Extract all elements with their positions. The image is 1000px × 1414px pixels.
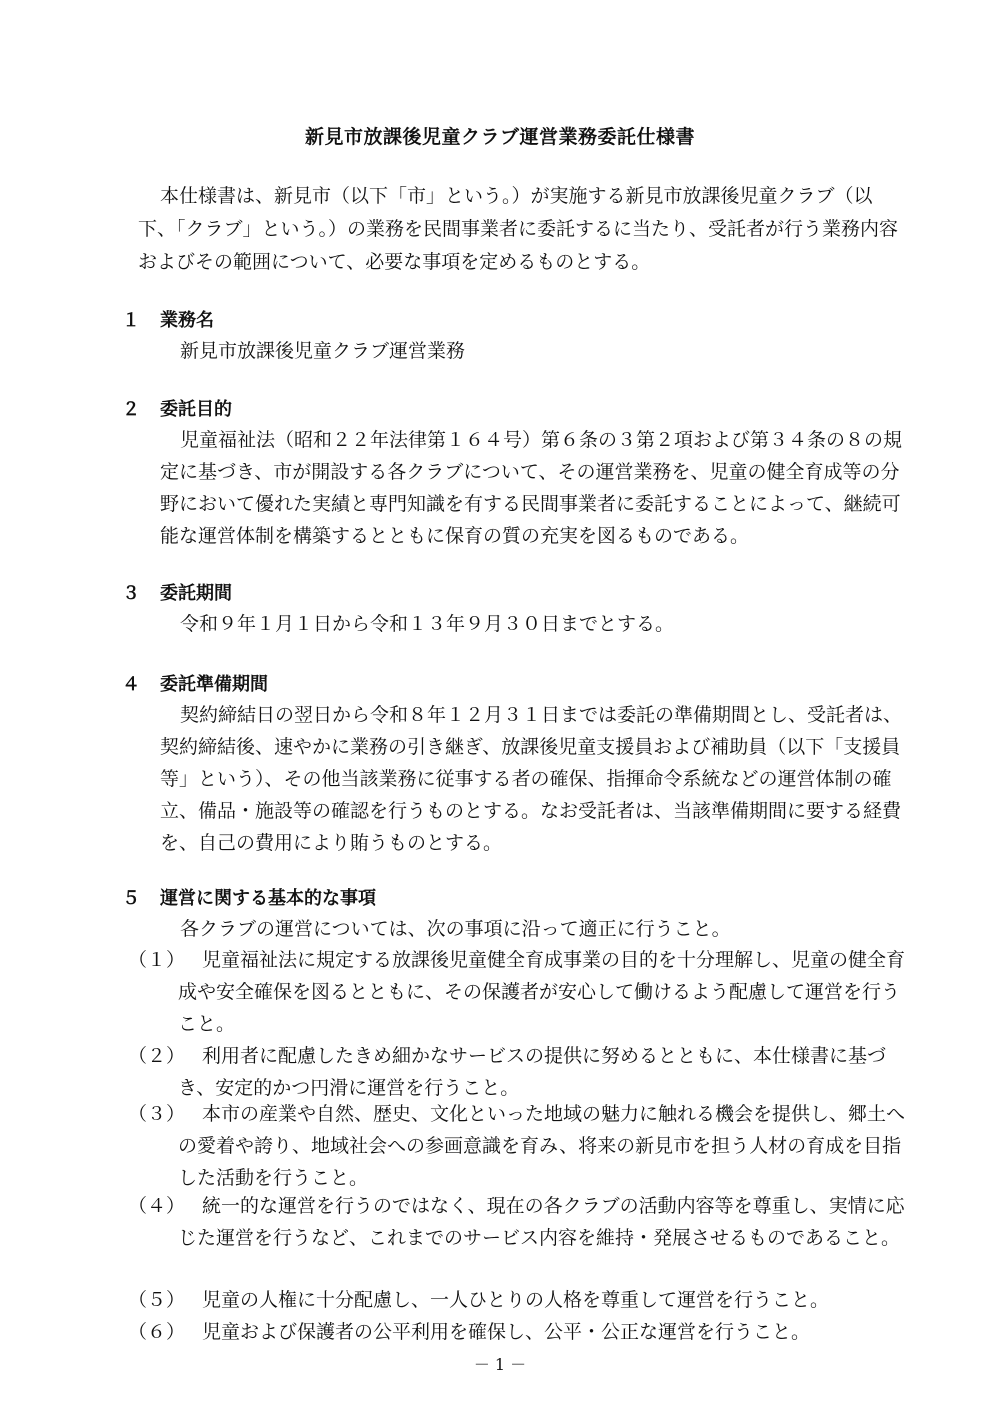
- section-title: 委託準備期間: [160, 674, 268, 695]
- section-body-2: 児童福祉法（昭和２２年法律第１６４号）第６条の３第２項および第３４条の８の規定に基づき、市が開設する各クラブについて、その運営業務を、児童の健全育成等の分野において優れた実績と専門知識を有する民間事業者に委託することによって、継続可能な運営体制を構築するとともに保育の質の充実を図るものである。: [160, 429, 903, 547]
- section-heading-1: [122, 307, 214, 335]
- list-item: [128, 1098, 910, 1194]
- list-item-label: （１）: [128, 949, 186, 971]
- section-heading-5: [122, 885, 376, 913]
- section-title: 業務名: [160, 310, 214, 331]
- page-title: 新見市放課後児童クラブ運営業務委託仕様書: [304, 126, 695, 148]
- list-item-text: 本市の産業や自然、歴史、文化といった地域の魅力に触れる機会を提供し、郷土への愛着や誇り、地域社会への参画意識を育み、将来の新見市を担う人材の育成を目指した活動を行うこと。: [178, 1103, 906, 1189]
- section-title: 委託目的: [160, 399, 232, 420]
- list-item-label: （６）: [128, 1321, 186, 1343]
- list-item: [128, 944, 910, 1040]
- intro-paragraph: 本仕様書は、新見市（以下「市」という。）が実施する新見市放課後児童クラブ（以下、「クラブ」という。）の業務を民間事業者に委託するに当たり、受託者が行う業務内容およびその範囲について、必要な事項を定めるものとする。: [138, 185, 899, 273]
- section-heading-4: [122, 671, 268, 699]
- list-item: [128, 1316, 910, 1348]
- section-body-4: 契約締結日の翌日から令和８年１２月３１日までは委託の準備期間とし、受託者は、契約締結後、速やかに業務の引き継ぎ、放課後児童支援員および補助員（以下「支援員等」という）、その他当該業務に従事する者の確保、指揮命令系統などの運営体制の確立、備品・施設等の確認を行うものとする。なお受託者は、当該準備期間に要する経費を、自己の費用により賄うものとする。: [160, 704, 903, 854]
- section-number: ５: [122, 888, 140, 909]
- list-item-label: （３）: [128, 1103, 186, 1125]
- list-item-text: 利用者に配慮したきめ細かなサービスの提供に努めるとともに、本仕様書に基づき、安定的かつ円滑に運営を行うこと。: [178, 1045, 887, 1099]
- list-item-label: （５）: [128, 1289, 186, 1311]
- section-heading-2: [122, 396, 232, 424]
- section-heading-3: [122, 580, 232, 608]
- list-item: [128, 1040, 910, 1104]
- list-item-label: （４）: [128, 1195, 186, 1217]
- list-item-text: 児童福祉法に規定する放課後児童健全育成事業の目的を十分理解し、児童の健全育成や安全確保を図るとともに、その保護者が安心して働けるよう配慮して運営を行うこと。: [178, 949, 906, 1035]
- list-item-text: 統一的な運営を行うのではなく、現在の各クラブの活動内容等を尊重し、実情に応じた運営を行うなど、これまでのサービス内容を維持・発展させるものであること。: [178, 1195, 905, 1249]
- page-number: － 1 －: [473, 1355, 527, 1374]
- section-number: ２: [122, 399, 140, 420]
- section-body-5: 各クラブの運営については、次の事項に沿って適正に行うこと。: [180, 918, 731, 940]
- list-item-text: 児童および保護者の公平利用を確保し、公平・公正な運営を行うこと。: [202, 1321, 811, 1343]
- section-number: ４: [122, 674, 140, 695]
- section-number: ３: [122, 583, 140, 604]
- list-item-label: （２）: [128, 1045, 186, 1067]
- section-body-1: 新見市放課後児童クラブ運営業務: [180, 340, 466, 362]
- section-title: 運営に関する基本的な事項: [160, 888, 376, 909]
- list-item-text: 児童の人権に十分配慮し、一人ひとりの人格を尊重して運営を行うこと。: [202, 1289, 830, 1311]
- section-body-3: 令和９年１月１日から令和１３年９月３０日までとする。: [180, 613, 675, 635]
- list-item: [128, 1190, 910, 1254]
- section-title: 委託期間: [160, 583, 232, 604]
- list-item: [128, 1284, 910, 1316]
- section-number: １: [122, 310, 140, 331]
